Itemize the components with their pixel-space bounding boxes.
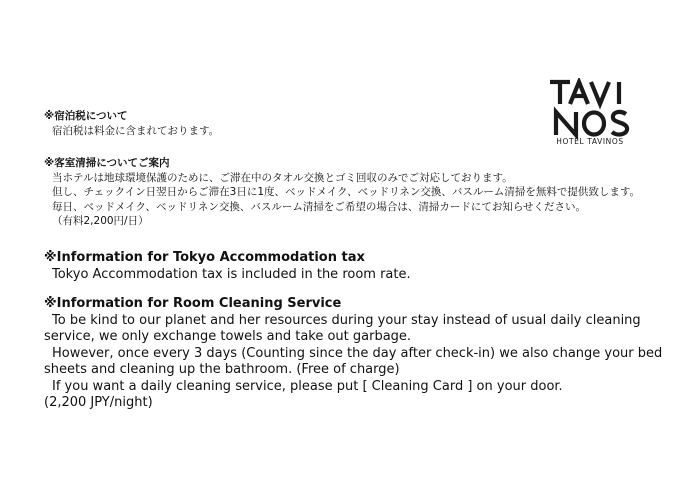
en-cleaning-price: (2,200 JPY/night) xyxy=(44,395,153,410)
jp-cleaning-price: （有料2,200円/日） xyxy=(52,215,149,227)
jp-tax-section xyxy=(44,109,219,138)
en-cleaning-line: sheets and cleaning up the bathroom. (Free of charge) xyxy=(44,362,400,377)
jp-tax-text: 宿泊税は料金に含まれております。 xyxy=(52,124,220,137)
en-tax-heading: ※Information for Tokyo Accommodation tax xyxy=(44,250,365,265)
en-cleaning-line: To be kind to our planet and her resources during your stay instead of usual daily cleaning xyxy=(52,312,641,328)
jp-cleaning-line: 当ホテルは地球環境保護のために、ご滞在中のタオル交換とゴミ回収のみでご対応しております。 xyxy=(52,171,513,184)
en-cleaning-line: However, once every 3 days (Counting since the day after check-in) we also change your bed xyxy=(52,345,663,361)
en-cleaning-heading: ※Information for Room Cleaning Service xyxy=(44,296,342,311)
en-tax-text: Tokyo Accommodation tax is included in the room rate. xyxy=(52,266,411,282)
en-cleaning-line: service, we only exchange towels and take out garbage. xyxy=(44,329,412,344)
jp-cleaning-line: 毎日、ベッドメイク、ベッドリネン交換、バスルーム清掃をご希望の場合は、清掃カードにてお知らせください。 xyxy=(52,200,587,213)
en-cleaning-line: If you want a daily cleaning service, please put [ Cleaning Card ] on your door. xyxy=(52,378,563,394)
en-tax-section xyxy=(44,250,411,283)
jp-cleaning-section xyxy=(44,156,640,229)
jp-cleaning-line: 但し、チェックイン日翌日からご滞在3日に1度、ベッドメイク、ベッドリネン交換、バスルーム清掃を無料で提供致します。 xyxy=(52,186,641,198)
en-cleaning-section xyxy=(44,296,662,412)
jp-tax-heading: ※宿泊税について xyxy=(44,110,128,122)
tavinos-wordmark-icon xyxy=(548,78,632,140)
logo-caption: HOTEL TAVINOS xyxy=(556,137,624,146)
jp-cleaning-heading: ※客室清掃についてご案内 xyxy=(44,157,170,169)
